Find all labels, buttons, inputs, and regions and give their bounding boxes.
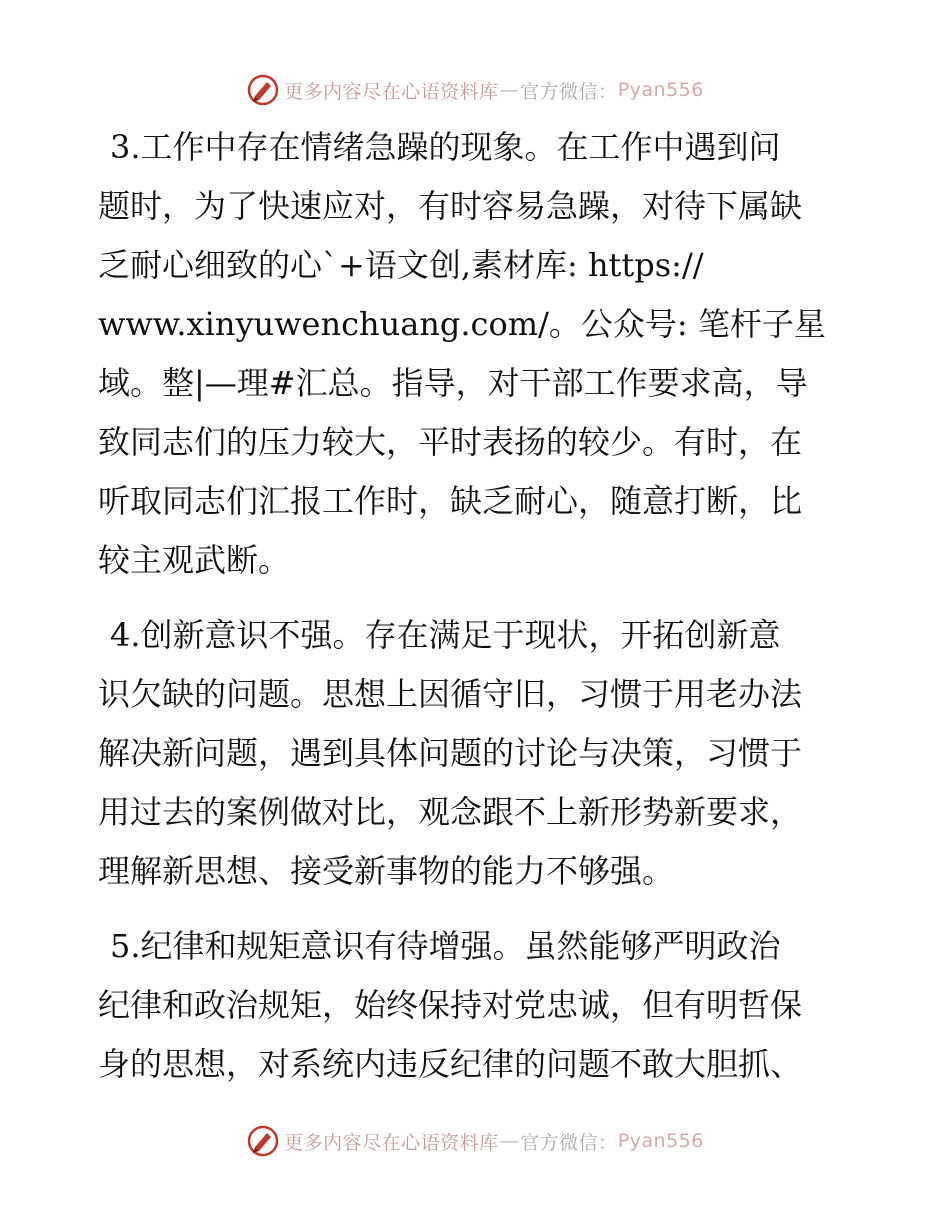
text-line: 用过去的案例做对比，观念跟不上新形势新要求， bbox=[98, 793, 803, 831]
text-line: 纪律和政治规矩，始终保持对党忠诚，但有明哲保 bbox=[98, 986, 803, 1024]
header-separator: — bbox=[499, 79, 520, 101]
footer-site-name: 更多内容尽在心语资料库 bbox=[284, 1131, 499, 1154]
text-line: 理解新思想、接受新事物的能力不够强。 bbox=[98, 852, 675, 890]
text-line: 5.纪律和规矩意识有待增强。虽然能够严明政治 bbox=[110, 927, 781, 965]
footer-watermark bbox=[0, 1121, 950, 1161]
header-wechat-label: 官方微信： bbox=[520, 80, 618, 103]
footer-wechat-handle: Pyan556 bbox=[617, 1130, 704, 1152]
pen-logo-icon bbox=[246, 73, 280, 107]
text-line: 识欠缺的问题。思想上因循守旧，习惯于用老办法 bbox=[98, 675, 803, 713]
text-line: 4.创新意识不强。存在满足于现状，开拓创新意 bbox=[110, 616, 781, 654]
text-line: 域。整|—理#汇总。指导，对干部工作要求高，导 bbox=[98, 364, 808, 402]
text-line: www.xinyuwenchuang.com/。公众号: 笔杆子星 bbox=[98, 305, 826, 343]
header-watermark bbox=[0, 70, 950, 110]
paragraph-4 bbox=[98, 606, 858, 901]
text-line: 题时，为了快速应对，有时容易急躁，对待下属缺 bbox=[98, 187, 803, 225]
text-line: 听取同志们汇报工作时，缺乏耐心，随意打断，比 bbox=[98, 482, 803, 520]
text-line: 解决新问题，遇到具体问题的讨论与决策，习惯于 bbox=[98, 734, 803, 772]
text-line: 身的思想，对系统内违反纪律的问题不敢大胆抓、 bbox=[98, 1045, 803, 1083]
text-line: 3.工作中存在情绪急躁的现象。在工作中遇到问 bbox=[110, 128, 781, 166]
header-wechat-handle: Pyan556 bbox=[617, 79, 704, 101]
document-body bbox=[98, 118, 858, 1094]
text-line: 乏耐心细致的心`+语文创,素材库: https:// bbox=[98, 246, 704, 284]
text-line: 较主观武断。 bbox=[98, 541, 291, 579]
header-site-name: 更多内容尽在心语资料库 bbox=[284, 80, 499, 103]
text-line: 致同志们的压力较大，平时表扬的较少。有时，在 bbox=[98, 423, 803, 461]
paragraph-3 bbox=[98, 118, 858, 590]
footer-separator: — bbox=[499, 1130, 520, 1152]
pen-logo-icon bbox=[246, 1124, 280, 1158]
paragraph-5 bbox=[98, 917, 858, 1094]
footer-wechat-label: 官方微信： bbox=[520, 1131, 618, 1154]
